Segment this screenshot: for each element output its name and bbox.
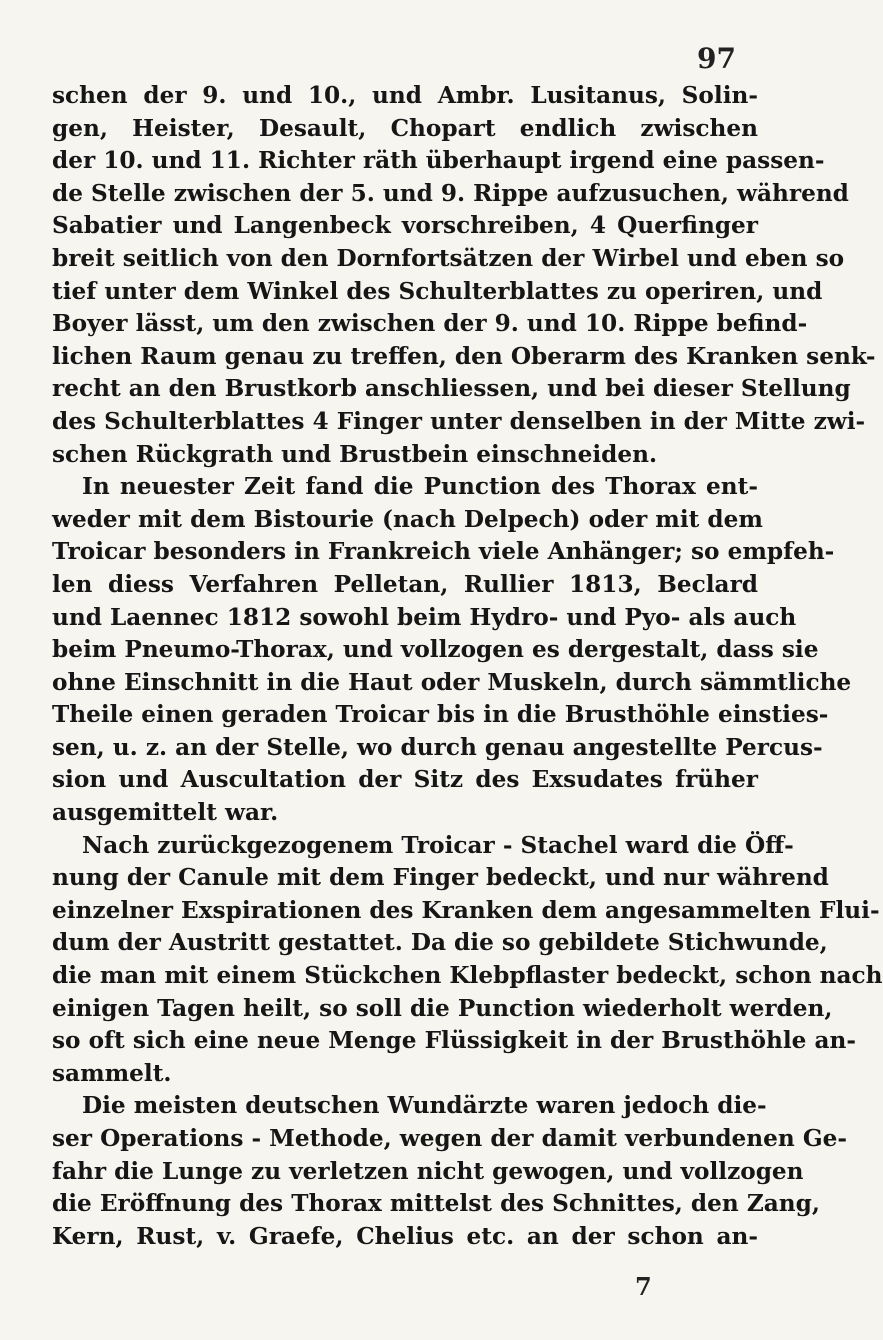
text-line: und Laennec 1812 sowohl beim Hydro- und Pyo- als auch	[52, 603, 797, 631]
text-line: breit seitlich von den Dornfortsätzen der Wirbel und eben so	[52, 244, 845, 272]
text-line: weder mit dem Bistourie (nach Delpech) oder mit dem	[52, 505, 763, 533]
text-line: Die meisten deutschen Wundärzte waren jedoch die-	[82, 1092, 767, 1120]
text-line: die man mit einem Stückchen Klebpflaster bedeckt, schon nach	[52, 962, 883, 990]
text-line: recht an den Brustkorb anschliessen, und bei dieser Stellung	[52, 375, 851, 403]
text-line: schen Rückgrath und Brustbein einschneiden.	[52, 440, 658, 468]
signature-mark: 7	[635, 1272, 652, 1301]
text-line: tief unter dem Winkel des Schulterblattes zu operiren, und	[52, 277, 823, 305]
text-line: de Stelle zwischen der 5. und 9. Rippe aufzusuchen, während	[52, 179, 849, 207]
text-line: lichen Raum genau zu treffen, den Oberarm des Kranken senk-	[52, 342, 876, 370]
text-line: Troicar besonders in Frankreich viele Anhänger; so empfeh-	[52, 538, 835, 566]
text-line: so oft sich eine neue Menge Flüssigkeit in der Brusthöhle an-	[52, 1027, 857, 1055]
text-line: Kern, Rust, v. Graefe, Chelius etc. an der schon an-	[52, 1222, 758, 1250]
text-line: nung der Canule mit dem Finger bedeckt, und nur während	[52, 864, 829, 892]
text-line: einzelner Exspirationen des Kranken dem angesammelten Flui-	[52, 896, 880, 924]
text-line: Boyer lässt, um den zwischen der 9. und 10. Rippe befind-	[52, 310, 808, 338]
text-line: der 10. und 11. Richter räth überhaupt irgend eine passen-	[52, 147, 825, 175]
text-line: beim Pneumo-Thorax, und vollzogen es dergestalt, dass sie	[52, 636, 819, 664]
text-line: sammelt.	[52, 1059, 172, 1087]
text-line: ausgemittelt war.	[52, 799, 279, 827]
text-line: schen der 9. und 10., und Ambr. Lusitanus, Solin-	[52, 82, 758, 109]
text-line: In neuester Zeit fand die Punction des Thorax ent-	[82, 473, 758, 501]
text-line: sen, u. z. an der Stelle, wo durch genau angestellte Percus-	[52, 733, 823, 761]
page-number: 97	[697, 42, 736, 75]
text-line: die Eröffnung des Thorax mittelst des Schnittes, den Zang,	[52, 1190, 820, 1218]
text-line: fahr die Lunge zu verletzen nicht gewogen, und vollzogen	[52, 1157, 804, 1185]
text-line: Sabatier und Langenbeck vorschreiben, 4 Querfinger	[52, 212, 758, 240]
text-line: len diess Verfahren Pelletan, Rullier 1813, Beclard	[52, 570, 758, 598]
text-line: ser Operations - Methode, wegen der damit verbundenen Ge-	[52, 1125, 848, 1152]
text-line: Nach zurückgezogenem Troicar - Stachel ward die Öff-	[82, 831, 794, 859]
text-line: dum der Austritt gestattet. Da die so gebildete Stichwunde,	[52, 929, 828, 957]
text-line: ohne Einschnitt in die Haut oder Muskeln, durch sämmtliche	[52, 668, 852, 696]
text-line: gen, Heister, Desault, Chopart endlich zwischen	[52, 114, 758, 142]
body-text	[52, 80, 883, 1253]
text-line: einigen Tagen heilt, so soll die Punction wiederholt werden,	[52, 994, 833, 1022]
text-line: Theile einen geraden Troicar bis in die Brusthöhle einsties-	[52, 701, 829, 729]
text-line: des Schulterblattes 4 Finger unter denselben in der Mitte zwi-	[52, 407, 866, 435]
text-line: sion und Auscultation der Sitz des Exsudates früher	[52, 766, 758, 794]
